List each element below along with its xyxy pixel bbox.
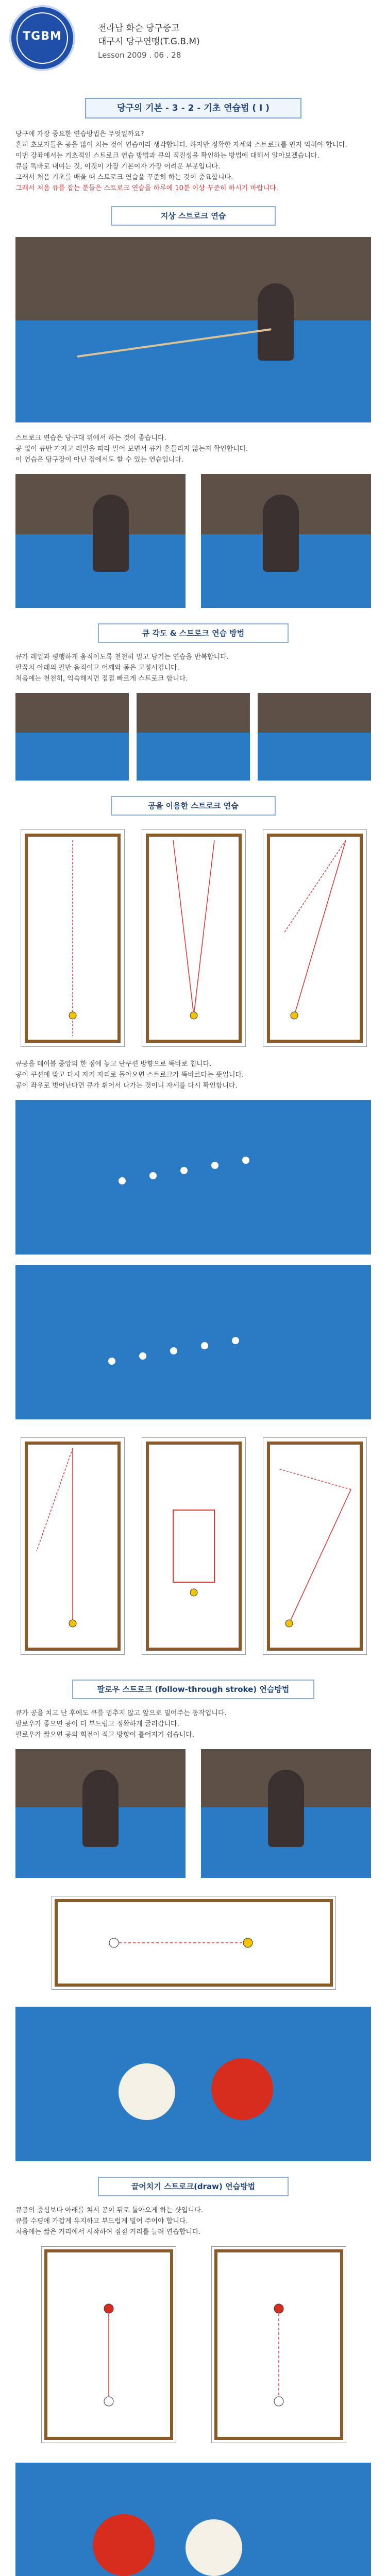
lesson-title: 당구의 기본 - 3 - 2 - 기초 연습법 ( I ): [85, 98, 301, 118]
photo-stroke-c: [258, 693, 371, 781]
photo-posture-right: [201, 474, 371, 608]
photo-background: [137, 693, 250, 733]
table-felt: [15, 320, 371, 422]
page-header: [0, 0, 387, 77]
table-felt: [15, 1265, 371, 1419]
ball: [108, 1358, 115, 1365]
section-title-1: 지상 스트로크 연습: [111, 206, 276, 226]
text-line: 처음에는 짧은 거리에서 시작하여 점점 거리를 늘려 연습합니다.: [15, 2228, 201, 2236]
table-felt: [15, 1100, 371, 1255]
player-figure: [258, 283, 294, 361]
text-line: 큐를 수평에 가깝게 유지하고 부드럽게 밀어 주어야 합니다.: [15, 2217, 188, 2225]
text-line: 큐가 레일과 평행하게 움직이도록 천천히 밀고 당기는 연습을 반복합니다.: [15, 653, 229, 661]
text-line: 팔꿈치 아래의 팔만 움직이고 어깨와 몸은 고정시킵니다.: [15, 664, 179, 672]
red-ball: [211, 2058, 273, 2120]
photo-background: [258, 693, 371, 733]
photo-follow-a: [15, 1749, 186, 1878]
player-figure: [263, 495, 299, 572]
photo-ball-line-bottom: [15, 1265, 371, 1419]
player-figure: [268, 1770, 304, 1847]
text-line: 처음에는 천천히, 익숙해지면 점점 빠르게 스트로크 합니다.: [15, 675, 188, 683]
club-line-1: 전라남 화순 당구중고: [98, 23, 180, 33]
intro-line: 당구에 가장 중요한 연습방법은 무엇일까요?: [15, 130, 144, 138]
table-felt: [15, 2007, 371, 2161]
text-line: 팔로우가 짧으면 공의 회전이 적고 방향이 틀어지기 쉽습니다.: [15, 1731, 195, 1739]
photo-background: [15, 237, 371, 320]
section4-text: [15, 1708, 371, 1740]
photo-background: [15, 693, 129, 733]
photo-posture-left: [15, 474, 186, 608]
white-ball: [119, 2063, 175, 2120]
section1-text: [15, 433, 371, 465]
text-line: 공이 쿠션에 맞고 다시 자기 자리로 돌아오면 스트로크가 똑바르다는 뜻입니다.: [15, 1071, 244, 1079]
red-ball: [93, 2514, 155, 2576]
draw-diagram-1: [41, 2246, 176, 2443]
draw-diagram-2: [211, 2246, 346, 2443]
ball: [232, 1337, 239, 1344]
text-line: 팔로우가 좋으면 공이 더 부드럽고 정확하게 굴러갑니다.: [15, 1720, 179, 1728]
photo-stroke-a: [15, 693, 129, 781]
photo-stroke-practice: [15, 237, 371, 422]
highlight-line: 그래서 처음 큐를 잡는 분들은 스트로크 연습을 하루에 10분 이상 꾸준히 하시기 바랍니다.: [15, 184, 278, 192]
ball: [119, 1177, 126, 1184]
club-logo: [9, 5, 75, 71]
text-line: 이 연습은 당구장이 아닌 집에서도 할 수 있는 연습입니다.: [15, 456, 184, 464]
table-felt: [258, 733, 371, 781]
ball: [242, 1157, 249, 1164]
table-diagram-2: [142, 829, 246, 1047]
intro-line: 그래서 처음 기초를 배울 때 스트로크 연습을 꾸준히 하는 것이 중요합니다.: [15, 174, 233, 181]
section3-text: [15, 1059, 371, 1091]
photo-balls-follow: [15, 2007, 371, 2161]
table-diagram-4: [21, 1437, 125, 1655]
intro-line: 이번 강좌에서는 기초적인 스트로크 연습 방법과 큐의 직진성을 확인하는 방법에 대해서 알아보겠습니다.: [15, 152, 319, 160]
ball: [149, 1172, 157, 1179]
text-line: 큐공을 테이블 중앙의 한 점에 놓고 단쿠션 방향으로 똑바로 칩니다.: [15, 1060, 212, 1068]
ball: [170, 1347, 177, 1354]
table-diagram-3: [263, 829, 367, 1047]
section-title-5: 끌어치기 스트로크(draw) 연습방법: [98, 2177, 289, 2196]
photo-follow-b: [201, 1749, 371, 1878]
photo-balls-draw: [15, 2463, 371, 2576]
player-figure: [82, 1770, 119, 1847]
player-figure: [93, 495, 129, 572]
table-felt: [15, 733, 129, 781]
follow-diagram: [52, 1896, 336, 1990]
table-diagram-1: [21, 829, 125, 1047]
text-line: 큐가 공을 치고 난 후에도 큐를 멈추지 않고 앞으로 밀어주는 동작입니다.: [15, 1709, 227, 1717]
text-line: 공 없이 큐만 가지고 레일을 따라 밀어 보면서 큐가 흔들리지 않는지 확인합니다.: [15, 445, 248, 453]
section2-text: [15, 652, 371, 684]
photo-stroke-b: [137, 693, 250, 781]
logo-text: TGBM: [23, 30, 62, 43]
text-line: 큐공의 중심보다 아래를 쳐서 공이 뒤로 돌아오게 하는 샷입니다.: [15, 2207, 203, 2214]
text-line: 스트로크 연습은 당구대 위에서 하는 것이 좋습니다.: [15, 434, 166, 442]
ball: [139, 1352, 146, 1360]
table-felt: [137, 733, 250, 781]
ball: [201, 1342, 208, 1349]
club-line-2: 대구시 당구연맹(T.G.B.M): [98, 37, 200, 47]
section-title-2: 큐 각도 & 스트로크 연습 방법: [98, 623, 289, 643]
table-diagram-5: [142, 1437, 246, 1655]
intro-text: [15, 129, 371, 194]
photo-ball-line-top: [15, 1100, 371, 1255]
white-ball: [186, 2519, 242, 2576]
ball: [180, 1167, 188, 1174]
section-title-4: 팔로우 스트로크 (follow-through stroke) 연습방법: [72, 1680, 314, 1699]
lesson-date: Lesson 2009 . 06 . 28: [98, 50, 181, 60]
text-line: 공이 좌우로 벗어난다면 큐가 휘어서 나가는 것이니 자세를 다시 확인합니다.: [15, 1082, 238, 1090]
intro-line: 큐를 똑바로 내미는 것, 이것이 가장 기본이자 가장 어려운 부분입니다.: [15, 163, 221, 171]
section-title-3: 공을 이용한 스트로크 연습: [111, 796, 276, 816]
table-diagram-6: [263, 1437, 367, 1655]
intro-line: 흔히 초보자들은 공을 많이 치는 것이 연습이라 생각합니다. 하지만 정확한 자세와 스트로크를 먼저 익혀야 합니다.: [15, 141, 347, 149]
section5-text: [15, 2205, 371, 2238]
club-info: [98, 22, 376, 62]
ball: [211, 1162, 218, 1169]
